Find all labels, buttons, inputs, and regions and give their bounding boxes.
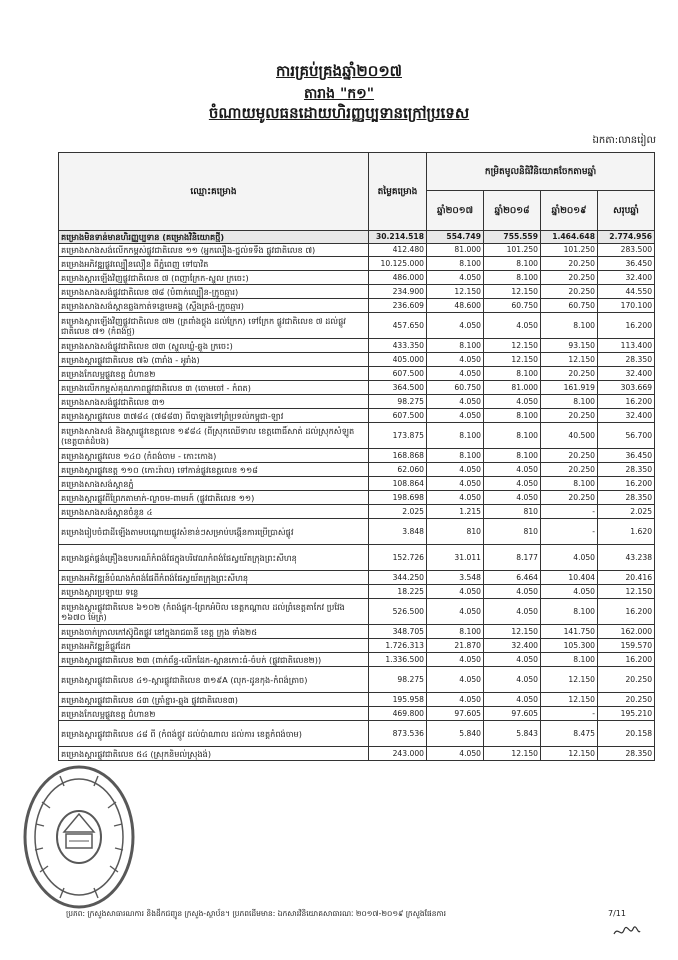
row-value: 486.000 [369, 271, 427, 285]
row-y2019: - [541, 505, 598, 519]
row-value: 98.275 [369, 395, 427, 409]
row-name: គម្រោងស្តារផ្លូវខេត្ត ១១០ (កោះរ៉ាល) ទៅកាន់ផ្លូវខេត្តលេខ ១១៨ [59, 463, 369, 477]
table-row [59, 693, 655, 707]
row-name: គម្រោងអភិវឌ្ឍផ្លូវល្បឿនលឿន ពីភ្នំពេញ ទៅបាវិត [59, 257, 369, 271]
row-y2017: 97.605 [427, 707, 484, 721]
row-value: 10.125.000 [369, 257, 427, 271]
row-y2018: 4.050 [484, 667, 541, 693]
row-y2019: 10.404 [541, 571, 598, 585]
row-y2019: 8.475 [541, 721, 598, 747]
row-y2017: 8.100 [427, 625, 484, 639]
table-row [59, 299, 655, 313]
row-y2017: 4.050 [427, 653, 484, 667]
row-y2019: 40.500 [541, 423, 598, 449]
row-y2017: 4.050 [427, 585, 484, 599]
table-row [59, 747, 655, 761]
row-y2018: 8.100 [484, 257, 541, 271]
row-y2017: 8.100 [427, 423, 484, 449]
table-row [59, 625, 655, 639]
source-note: ប្រភព: ក្រសួងសាធារណការ និងដឹកជញ្ជូន ក្រសួង-ស្ថាប័ន។ ប្រភពដើមមាន: ឯកសារវិនិយោគសាធារណៈ ២០១៧-២០១៩ ក្រសួងផែនការ [66, 909, 447, 918]
table-row [59, 285, 655, 299]
row-name: គម្រោងលើកកម្ពស់គុណភាពផ្លូវជាតិលេខ ៣ (ចោមចៅ - កំពត) [59, 381, 369, 395]
row-name: គម្រោងកែលម្អផ្លូវខេត្ត ជំហាន២ [59, 367, 369, 381]
row-y2017: 60.750 [427, 381, 484, 395]
row-y2018: 60.750 [484, 299, 541, 313]
row-total: 1.620 [598, 519, 655, 545]
table-row [59, 244, 655, 257]
row-total: 28.350 [598, 353, 655, 367]
row-value: 234.900 [369, 285, 427, 299]
row-y2018: 4.050 [484, 313, 541, 339]
row-value: 98.275 [369, 667, 427, 693]
row-y2018: 81.000 [484, 381, 541, 395]
table-row [59, 707, 655, 721]
row-y2019: 141.750 [541, 625, 598, 639]
row-value: 405.000 [369, 353, 427, 367]
col-header-name: ឈ្មោះគម្រោង [59, 153, 369, 231]
row-value: 173.875 [369, 423, 427, 449]
row-name: គម្រោងស្តារប្រឡាយ ទន្លេ [59, 585, 369, 599]
table-subtitle: ចំណាយមូលធនដោយហិរញ្ញប្បទានក្រៅប្រទេស [208, 104, 470, 122]
row-y2017: 4.050 [427, 313, 484, 339]
row-y2017: 4.050 [427, 271, 484, 285]
row-value: 607.500 [369, 409, 427, 423]
row-y2019: 12.150 [541, 747, 598, 761]
row-y2018: 4.050 [484, 491, 541, 505]
row-value: 236.609 [369, 299, 427, 313]
row-name: គម្រោងស្តារផ្លូវជាតិលេខ ៥៤ (ស្រុកនិមល់ស្រុងង់) [59, 747, 369, 761]
row-value: 243.000 [369, 747, 427, 761]
row-y2019: 12.150 [541, 667, 598, 693]
row-y2018: 97.605 [484, 707, 541, 721]
row-y2019: 20.250 [541, 409, 598, 423]
row-total: 16.200 [598, 395, 655, 409]
table-row [59, 395, 655, 409]
row-value: 412.480 [369, 244, 427, 257]
table-row [59, 519, 655, 545]
row-total: 32.400 [598, 271, 655, 285]
row-y2017: 48.600 [427, 299, 484, 313]
row-y2018: 8.100 [484, 271, 541, 285]
row-total: 283.500 [598, 244, 655, 257]
row-value: 1.726.313 [369, 639, 427, 653]
row-y2019: 101.250 [541, 244, 598, 257]
row-y2018: 6.464 [484, 571, 541, 585]
row-y2019: 20.250 [541, 367, 598, 381]
row-y2017: 810 [427, 519, 484, 545]
table-row [59, 667, 655, 693]
row-name: គម្រោងសាងសង់ផ្លូវជាតិលេខ ៧៣ (ស្នួលឃ្លំ-ឆ្លូង ក្រចេះ) [59, 339, 369, 353]
col-header-2017: ឆ្នាំ២០១៧ [427, 191, 484, 231]
row-y2019: 8.100 [541, 395, 598, 409]
row-total: 16.200 [598, 313, 655, 339]
row-name: គម្រោងស្តារផ្លូវជាតិលេខ ៦១០២ (កំពង់ផ្លុក-ព្រែកអំបិល ខេត្តកណ្តាល ដល់ព្រំខេត្តតាកែវ ប្រវែង ១៦៧០ ម៉ែត្រ) [59, 599, 369, 625]
row-name: គម្រោងអភិវឌ្ឍន៍ផ្លូវដែក [59, 639, 369, 653]
col-header-value: តម្លៃគម្រោង [369, 153, 427, 231]
row-name: គម្រោងស្តារផ្លូវលេខ ៣៧៨៤ (៧៨៨៣) ពីបាឡុងទៅព្រំប្រទល់កម្ពុជា-ឡាវ [59, 409, 369, 423]
table-row [59, 491, 655, 505]
row-total: 162.000 [598, 625, 655, 639]
row-y2018: 810 [484, 505, 541, 519]
table-row [59, 449, 655, 463]
table-row [59, 271, 655, 285]
row-total: 12.150 [598, 585, 655, 599]
row-value: 18.225 [369, 585, 427, 599]
table-row-total [59, 231, 655, 244]
row-y2019: 20.250 [541, 463, 598, 477]
table-row [59, 409, 655, 423]
row-y2018: 4.050 [484, 395, 541, 409]
table-label: តារាង "ក១" [303, 86, 375, 102]
row-y2019: 105.300 [541, 639, 598, 653]
official-seal-stamp [20, 762, 138, 912]
row-y2017: 4.050 [427, 353, 484, 367]
row-y2018: 4.050 [484, 463, 541, 477]
row-y2018: 12.150 [484, 625, 541, 639]
total-y2019: 1.464.648 [541, 231, 598, 244]
investment-table [58, 152, 655, 761]
row-name: គម្រោងសាងសង់ផ្លូវជាតិលេខ ៧៨ (បំពាក់ល្បឿន-ក្រូចឆ្មារ) [59, 285, 369, 299]
row-total: 20.416 [598, 571, 655, 585]
row-y2018: 810 [484, 519, 541, 545]
row-y2019: 8.100 [541, 477, 598, 491]
row-y2017: 4.050 [427, 463, 484, 477]
row-name: គម្រោងស្តារផ្លូវលេខ ១៤០ (កំពង់ចាម - កោះកោង) [59, 449, 369, 463]
row-y2019: 20.250 [541, 285, 598, 299]
row-y2018: 4.050 [484, 477, 541, 491]
table-row [59, 505, 655, 519]
table-row [59, 721, 655, 747]
row-value: 457.650 [369, 313, 427, 339]
row-name: គម្រោងផ្គត់ផ្គង់គ្រឿងឧបករណ៍កំពង់ផែក្នុងបរិវេណកំពង់ផែស្វយ័តក្រុងព្រះសីហនុ [59, 545, 369, 571]
row-value: 344.250 [369, 571, 427, 585]
row-y2018: 8.100 [484, 449, 541, 463]
table-row [59, 545, 655, 571]
row-total: 159.570 [598, 639, 655, 653]
row-total: 32.400 [598, 409, 655, 423]
row-y2019: 8.100 [541, 313, 598, 339]
row-name: គម្រោងស្តារផ្លូវជាតិលេខ ៤៨ ពី (កំពង់ថ្កូវ ដល់ប៉ាណាល ដល់ការ ខេត្តកំពង់ចាម) [59, 721, 369, 747]
row-y2018: 4.050 [484, 653, 541, 667]
row-y2019: - [541, 707, 598, 721]
row-total: 56.700 [598, 423, 655, 449]
row-y2019: - [541, 519, 598, 545]
row-y2019: 4.050 [541, 545, 598, 571]
row-total: 32.400 [598, 367, 655, 381]
row-value: 108.864 [369, 477, 427, 491]
row-value: 2.025 [369, 505, 427, 519]
signature-mark [612, 924, 642, 940]
row-total: 28.350 [598, 747, 655, 761]
row-y2018: 8.177 [484, 545, 541, 571]
row-y2017: 1.215 [427, 505, 484, 519]
total-value: 30.214.518 [369, 231, 427, 244]
row-y2017: 31.011 [427, 545, 484, 571]
row-total: 28.350 [598, 491, 655, 505]
table-row [59, 585, 655, 599]
row-y2017: 4.050 [427, 477, 484, 491]
row-y2018: 12.150 [484, 285, 541, 299]
row-value: 1.336.500 [369, 653, 427, 667]
row-value: 195.958 [369, 693, 427, 707]
table-row [59, 571, 655, 585]
row-y2017: 4.050 [427, 367, 484, 381]
row-name: គម្រោងសាងសង់ស្ពានចំនួន ៤ [59, 505, 369, 519]
table-row [59, 477, 655, 491]
total-name: គម្រោងមិនទាន់មានហិរញ្ញប្បទាន (គម្រោងវិនិយោគថ្មី) [59, 231, 369, 244]
row-y2018: 12.150 [484, 353, 541, 367]
row-value: 168.868 [369, 449, 427, 463]
table-body [59, 231, 655, 761]
row-total: 113.400 [598, 339, 655, 353]
table-row [59, 313, 655, 339]
col-header-2019: ឆ្នាំ២០១៩ [541, 191, 598, 231]
row-value: 152.726 [369, 545, 427, 571]
row-y2019: 20.250 [541, 257, 598, 271]
row-name: គម្រោងសាងសង់លើកកម្ពស់ផ្លូវជាតិលេខ ១១ (អ្នកលឿង-ថ្នល់ទទឹង ផ្លូវជាតិលេខ ៧) [59, 244, 369, 257]
row-total: 36.450 [598, 449, 655, 463]
row-y2017: 4.050 [427, 599, 484, 625]
row-total: 20.158 [598, 721, 655, 747]
row-y2019: 8.100 [541, 599, 598, 625]
row-y2018: 8.100 [484, 423, 541, 449]
row-y2019: 4.050 [541, 585, 598, 599]
row-y2018: 101.250 [484, 244, 541, 257]
row-total: 28.350 [598, 463, 655, 477]
row-y2018: 8.100 [484, 409, 541, 423]
row-value: 873.536 [369, 721, 427, 747]
row-y2018: 4.050 [484, 599, 541, 625]
row-total: 16.200 [598, 477, 655, 491]
row-y2019: 12.150 [541, 693, 598, 707]
row-y2017: 8.100 [427, 257, 484, 271]
row-y2017: 12.150 [427, 285, 484, 299]
row-y2017: 5.840 [427, 721, 484, 747]
row-total: 16.200 [598, 653, 655, 667]
row-name: គម្រោងស្តារផ្លូវជាតិលេខ ៧៦ (ពារាំង - អូរាំង) [59, 353, 369, 367]
row-value: 364.500 [369, 381, 427, 395]
unit-label: ឯកតា:លានរៀល [592, 135, 656, 146]
row-value: 469.800 [369, 707, 427, 721]
row-value: 607.500 [369, 367, 427, 381]
row-name: គម្រោងស្តារផ្លូវជាតិលេខ ៤៣ (ត្រាំខ្នារ-ឆ្លុង ផ្លូវជាតិលេខ៣) [59, 693, 369, 707]
row-y2017: 4.050 [427, 747, 484, 761]
row-y2018: 32.400 [484, 639, 541, 653]
row-total: 195.210 [598, 707, 655, 721]
row-y2018: 5.843 [484, 721, 541, 747]
row-y2017: 8.100 [427, 449, 484, 463]
row-y2019: 93.150 [541, 339, 598, 353]
row-y2017: 4.050 [427, 395, 484, 409]
total-sum: 2.774.956 [598, 231, 655, 244]
row-name: គម្រោងសាងសង់ និងស្តារផ្លូវខេត្តលេខ ១៩៨៤ (ពីស្រុកឈើទាល ខេត្តពោធិ៍សាត់ ដល់ស្រុកសំឡូត (ខេត្តបាត់ដំបង) [59, 423, 369, 449]
table-row [59, 381, 655, 395]
table-row [59, 367, 655, 381]
row-y2018: 12.150 [484, 747, 541, 761]
table-row [59, 423, 655, 449]
row-y2019: 8.100 [541, 653, 598, 667]
row-value: 433.350 [369, 339, 427, 353]
row-name: គម្រោងស្តារឡើងវិញផ្លូវជាតិលេខ ៧២ (ត្រពាំងថ្លុង ដល់ក្រែក) ទៅក្រែក ផ្លូវជាតិលេខ ៧ ដល់ផ្លូវជាតិលេខ ៧១ (កំពង់ថ្ម) [59, 313, 369, 339]
row-name: គម្រោងសាងសង់ស្ពានភ្នំ [59, 477, 369, 491]
row-value: 62.060 [369, 463, 427, 477]
row-total: 20.250 [598, 693, 655, 707]
row-name: គម្រោងចាក់ក្រាលកៅស៊ូជិតផ្លូវ នៅក្នុងរាជធានី ខេត្ត ក្រុង ទាំង២៥ [59, 625, 369, 639]
row-name: គម្រោងអភិវឌ្ឍន៍បំណងកំពង់ផែពីកំពង់ផែស្វយ័តក្រុងព្រះសីហនុ [59, 571, 369, 585]
row-name: គម្រោងស្តារផ្លូវជាតិលេខ ២៣ (ពាក់ព័ន្ធ-លើកដែក-ស្ពានកោះធំ-ចំបក់ (ផ្លូវជាតិលេខ២)) [59, 653, 369, 667]
row-value: 348.705 [369, 625, 427, 639]
row-y2019: 161.919 [541, 381, 598, 395]
row-total: 2.025 [598, 505, 655, 519]
row-total: 170.100 [598, 299, 655, 313]
row-total: 303.669 [598, 381, 655, 395]
row-name: គម្រោងរៀបចំជាដីឡើងតាមបណ្តោយផ្លូវសំខាន់ៗសម្រាប់បង្កើនការប្រើប្រាស់ផ្លូវ [59, 519, 369, 545]
document-title: ការគ្រប់គ្រងឆ្នាំ២០១៧ [276, 62, 402, 80]
row-total: 16.200 [598, 599, 655, 625]
table-row [59, 599, 655, 625]
row-value: 3.848 [369, 519, 427, 545]
row-value: 198.698 [369, 491, 427, 505]
row-y2017: 4.050 [427, 693, 484, 707]
col-header-total: សរុបឆ្នាំ [598, 191, 655, 231]
total-y2018: 755.559 [484, 231, 541, 244]
row-y2018: 4.050 [484, 693, 541, 707]
row-y2019: 12.150 [541, 353, 598, 367]
row-y2017: 4.050 [427, 491, 484, 505]
row-total: 36.450 [598, 257, 655, 271]
row-total: 43.238 [598, 545, 655, 571]
table-row [59, 257, 655, 271]
row-y2017: 3.548 [427, 571, 484, 585]
row-name: គម្រោងស្តារផ្លូវពីព្រែកតាមាក់-ល្ងាចម-ពាមរក៍ (ផ្លូវជាតិលេខ ១១) [59, 491, 369, 505]
row-y2019: 20.250 [541, 449, 598, 463]
row-name: គម្រោងស្តារឡើងវិញផ្លូវជាតិលេខ ៧ (ពញាក្រែក-ស្នួល ក្រចេះ) [59, 271, 369, 285]
row-y2017: 8.100 [427, 339, 484, 353]
row-y2019: 20.250 [541, 491, 598, 505]
row-total: 44.550 [598, 285, 655, 299]
row-y2018: 4.050 [484, 585, 541, 599]
col-header-group: កម្រិតមូលនិធិវិនិយោគចែកតាមឆ្នាំ [427, 153, 655, 191]
row-name: គម្រោងសាងសង់ផ្លូវជាតិលេខ ៣១ [59, 395, 369, 409]
col-header-2018: ឆ្នាំ២០១៨ [484, 191, 541, 231]
row-y2019: 20.250 [541, 271, 598, 285]
table-row [59, 353, 655, 367]
row-y2018: 12.150 [484, 339, 541, 353]
row-total: 20.250 [598, 667, 655, 693]
table-row [59, 639, 655, 653]
row-value: 526.500 [369, 599, 427, 625]
row-name: គម្រោងស្តារផ្លូវជាតិលេខ ៤១-ស្តារផ្លូវជាតិលេខ ៣១៩A (លុក-ដូនកុង-កំពង់ត្រាច) [59, 667, 369, 693]
total-y2017: 554.749 [427, 231, 484, 244]
row-y2018: 8.100 [484, 367, 541, 381]
row-y2017: 81.000 [427, 244, 484, 257]
row-name: គម្រោងសាងសង់ស្ពានឆ្លងកាត់ទន្លេមេគង្គ (ស្ទឹងត្រង់-ក្រូចឆ្មារ) [59, 299, 369, 313]
table-row [59, 463, 655, 477]
row-y2019: 60.750 [541, 299, 598, 313]
row-y2017: 4.050 [427, 667, 484, 693]
page-number: 7/11 [608, 909, 626, 918]
table-row [59, 339, 655, 353]
table-row [59, 653, 655, 667]
row-name: គម្រោងកែលម្អផ្លូវខេត្ត ជំហាន២ [59, 707, 369, 721]
row-y2017: 21.870 [427, 639, 484, 653]
row-y2017: 4.050 [427, 409, 484, 423]
